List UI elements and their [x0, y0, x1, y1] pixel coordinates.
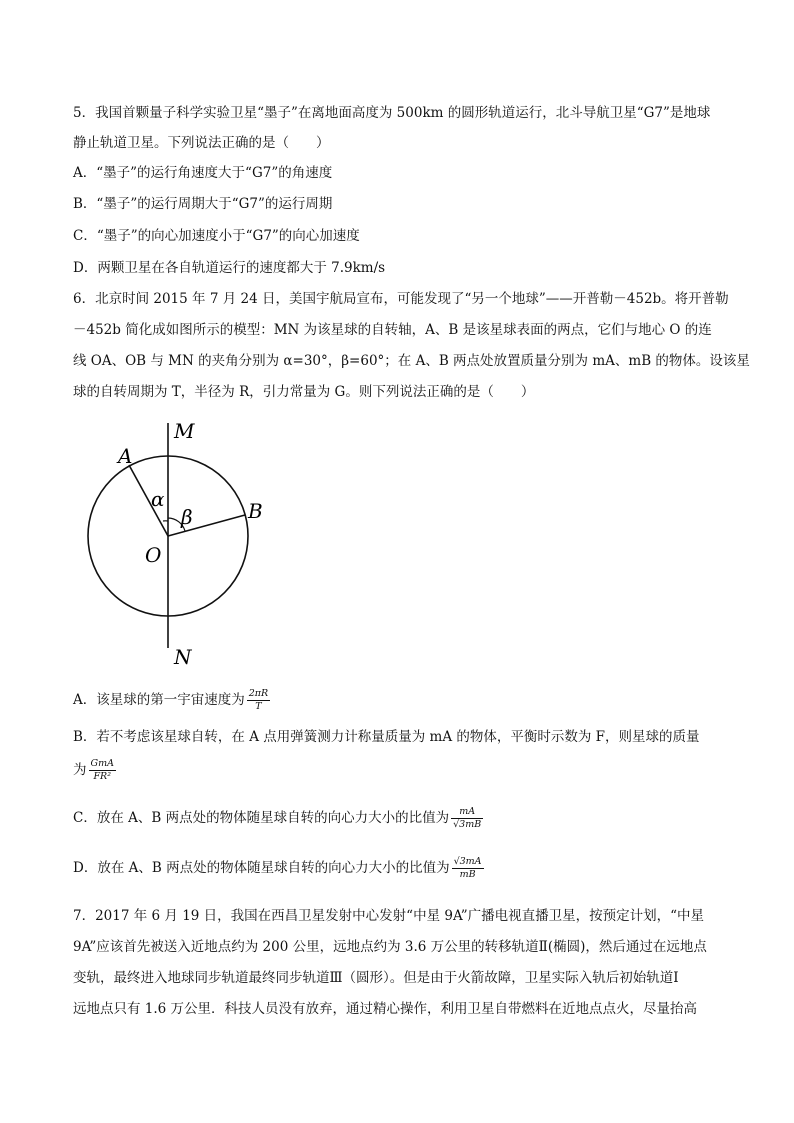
q6-option-b-text: 为 — [73, 762, 87, 778]
label-o: O — [145, 543, 162, 567]
q6-option-a-text: A．该星球的第一宇宙速度为 — [73, 692, 245, 708]
fraction-c-num: mA — [451, 806, 483, 819]
fraction-d — [452, 856, 484, 881]
fraction-d-den: mB — [459, 869, 476, 880]
q5-option-a: A．“墨子”的运行角速度大于“G7”的角速度 — [73, 165, 333, 181]
radius-ob — [168, 515, 245, 536]
q7-line3: 变轨，最终进入地球同步轨道最终同步轨道Ⅲ（圆形）。但是由于火箭故障，卫星实际入轨后初始轨道Ⅰ — [73, 970, 679, 986]
q5-option-b: B．“墨子”的运行周期大于“G7”的运行周期 — [73, 196, 333, 212]
fraction-c-den: √3mB — [453, 819, 482, 830]
q5-option-d: D．两颗卫星在各自轨道运行的速度都大于 7.9km/s — [73, 260, 386, 276]
q6-option-d-text: D．放在 A、B 两点处的物体随星球自转的向心力大小的比值为 — [73, 860, 450, 876]
fraction-c — [451, 806, 483, 831]
q6-option-d — [73, 856, 484, 881]
fraction-a-den: T — [255, 701, 262, 712]
fraction-a — [247, 688, 270, 713]
planet-diagram — [73, 418, 293, 668]
label-m: M — [174, 419, 195, 443]
q6-option-a — [73, 688, 270, 713]
q6-stem-line4: 球的自转周期为 T，半径为 R，引力常量为 G。则下列说法正确的是（ ） — [73, 384, 535, 400]
q6-stem-line2: －452b 简化成如图所示的模型：MN 为该星球的自转轴，A、B 是该星球表面的两点，它们与地心 O 的连 — [73, 322, 712, 338]
q5-stem-line1: 5．我国首颗量子科学实验卫星“墨子”在离地面高度为 500km 的圆形轨道运行，北斗导航卫星“G7”是地球 — [73, 105, 711, 121]
q7-line4: 远地点只有 1.6 万公里．科技人员没有放弃，通过精心操作，利用卫星自带燃料在近地点点火，尽量抬高 — [73, 1001, 698, 1017]
q6-stem-line1: 6．北京时间 2015 年 7 月 24 日，美国宇航局宣布，可能发现了“另一个地球”——开普勒－452b。将开普勒 — [73, 291, 729, 307]
q7-line1: 7．2017 年 6 月 19 日，我国在西昌卫星发射中心发射“中星 9A”广播电视直播卫星，按预定计划，“中星 — [73, 908, 705, 924]
q6-option-c — [73, 806, 483, 831]
q5-stem-line2: 静止轨道卫星。下列说法正确的是（ ） — [73, 135, 330, 151]
label-alpha: α — [151, 487, 165, 511]
fraction-b-num: GmA — [90, 758, 114, 769]
label-n: N — [174, 645, 192, 668]
fraction-d-num: √3mA — [453, 856, 482, 867]
label-b: B — [248, 499, 263, 523]
fraction-b-den: FR² — [93, 771, 112, 782]
q6-option-b-line1: B．若不考虑该星球自转，在 A 点用弹簧测力计称量质量为 mA 的物体，平衡时示数为 F，则星球的质量 — [73, 729, 700, 745]
q5-option-c: C．“墨子”的向心加速度小于“G7”的向心加速度 — [73, 228, 360, 244]
label-a: A — [118, 444, 133, 468]
q6-option-b-line2 — [73, 758, 116, 783]
q6-stem-line3: 线 OA、OB 与 MN 的夹角分别为 α=30°，β=60°；在 A、B 两点处放置质量分别为 mA、mB 的物体。设该星 — [73, 353, 750, 369]
q6-option-c-text: C．放在 A、B 两点处的物体随星球自转的向心力大小的比值为 — [73, 810, 450, 826]
fraction-a-num: 2πR — [248, 688, 269, 699]
fraction-b — [89, 758, 116, 783]
q7-line2: 9A”应该首先被送入近地点约为 200 公里，远地点约为 3.6 万公里的转移轨道Ⅱ(椭圆)，然后通过在远地点 — [73, 939, 707, 955]
label-beta: β — [181, 505, 193, 529]
